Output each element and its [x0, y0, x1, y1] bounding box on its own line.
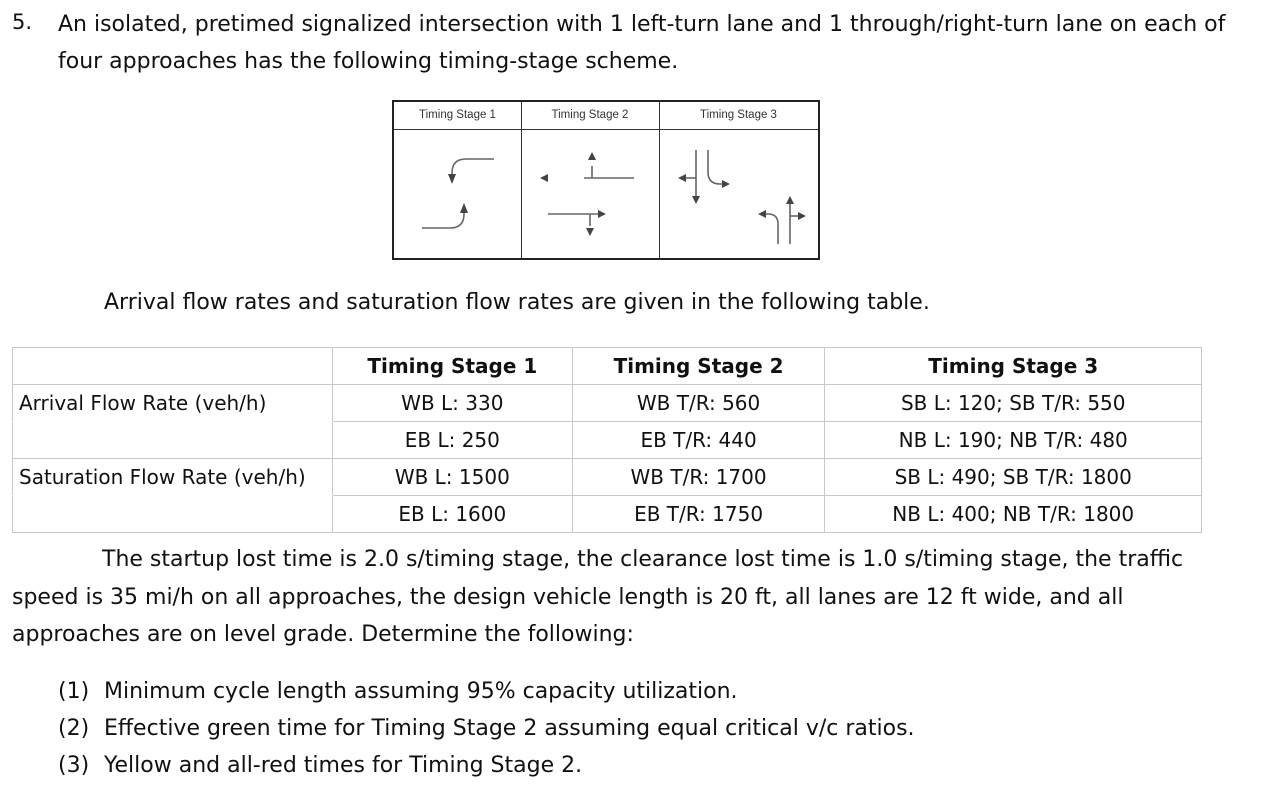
row-label-continuation [13, 422, 333, 459]
left-turn-arrows-icon [422, 159, 494, 228]
table-intro: Arrival flow rates and saturation flow rates are given in the following table. [104, 290, 930, 315]
table-cell: EB L: 250 [332, 422, 572, 459]
table-cell: NB L: 190; NB T/R: 480 [825, 422, 1202, 459]
header-empty [13, 348, 333, 385]
table-cell: WB L: 1500 [332, 459, 572, 496]
question-list [58, 673, 915, 784]
table-row [13, 496, 1202, 533]
table-cell: NB L: 400; NB T/R: 1800 [825, 496, 1202, 533]
table-cell: SB L: 120; SB T/R: 550 [825, 385, 1202, 422]
row-label-continuation [13, 496, 333, 533]
question-number: (2) [58, 716, 90, 741]
header-stage-2: Timing Stage 2 [572, 348, 825, 385]
stage-movements-graphic [394, 130, 818, 258]
stage-1-label: Timing Stage 1 [419, 109, 496, 121]
problem-number: 5. [12, 10, 33, 34]
question-number: (1) [58, 679, 90, 704]
table-cell: WB T/R: 1700 [572, 459, 825, 496]
question-text: Minimum cycle length assuming 95% capacity utilization. [104, 679, 738, 704]
table-cell: EB L: 1600 [332, 496, 572, 533]
question-item [58, 673, 915, 710]
header-stage-3: Timing Stage 3 [825, 348, 1202, 385]
timing-stage-diagram [392, 100, 820, 260]
flow-rate-table [12, 347, 1202, 533]
table-row [13, 459, 1202, 496]
problem-statement: An isolated, pretimed signalized intersection with 1 left-turn lane and 1 through/right-turn lane on each of four approaches has the following timing-stage scheme. [58, 12, 1226, 74]
problem-conditions [12, 541, 1232, 654]
stage-3-label: Timing Stage 3 [700, 109, 777, 121]
north-south-arrows-icon [684, 150, 800, 244]
question-text: Effective green time for Timing Stage 2 assuming equal critical v/c ratios. [104, 716, 915, 741]
question-item [58, 747, 915, 784]
table-row [13, 422, 1202, 459]
saturation-flow-label: Saturation Flow Rate (veh/h) [13, 459, 333, 496]
question-number: (3) [58, 753, 90, 778]
question-item [58, 710, 915, 747]
stage-2-label: Timing Stage 2 [551, 109, 629, 121]
table-cell: EB T/R: 440 [572, 422, 825, 459]
through-arrows-icon [548, 166, 634, 226]
table-cell: SB L: 490; SB T/R: 1800 [825, 459, 1202, 496]
header-stage-1: Timing Stage 1 [332, 348, 572, 385]
table-cell: WB T/R: 560 [572, 385, 825, 422]
table-row [13, 385, 1202, 422]
table-header-row [13, 348, 1202, 385]
table-cell: EB T/R: 1750 [572, 496, 825, 533]
question-text: Yellow and all-red times for Timing Stage 2. [104, 753, 583, 778]
arrival-flow-label: Arrival Flow Rate (veh/h) [13, 385, 333, 422]
conditions-text: The startup lost time is 2.0 s/timing stage, the clearance lost time is 1.0 s/timing stage, the traffic speed is 35 mi/h on all approaches, the design vehicle length is 20 ft, all lanes are 12 ft wide, and all approaches are on level grade. Determine the following: [12, 547, 1184, 647]
table-cell: WB L: 330 [332, 385, 572, 422]
